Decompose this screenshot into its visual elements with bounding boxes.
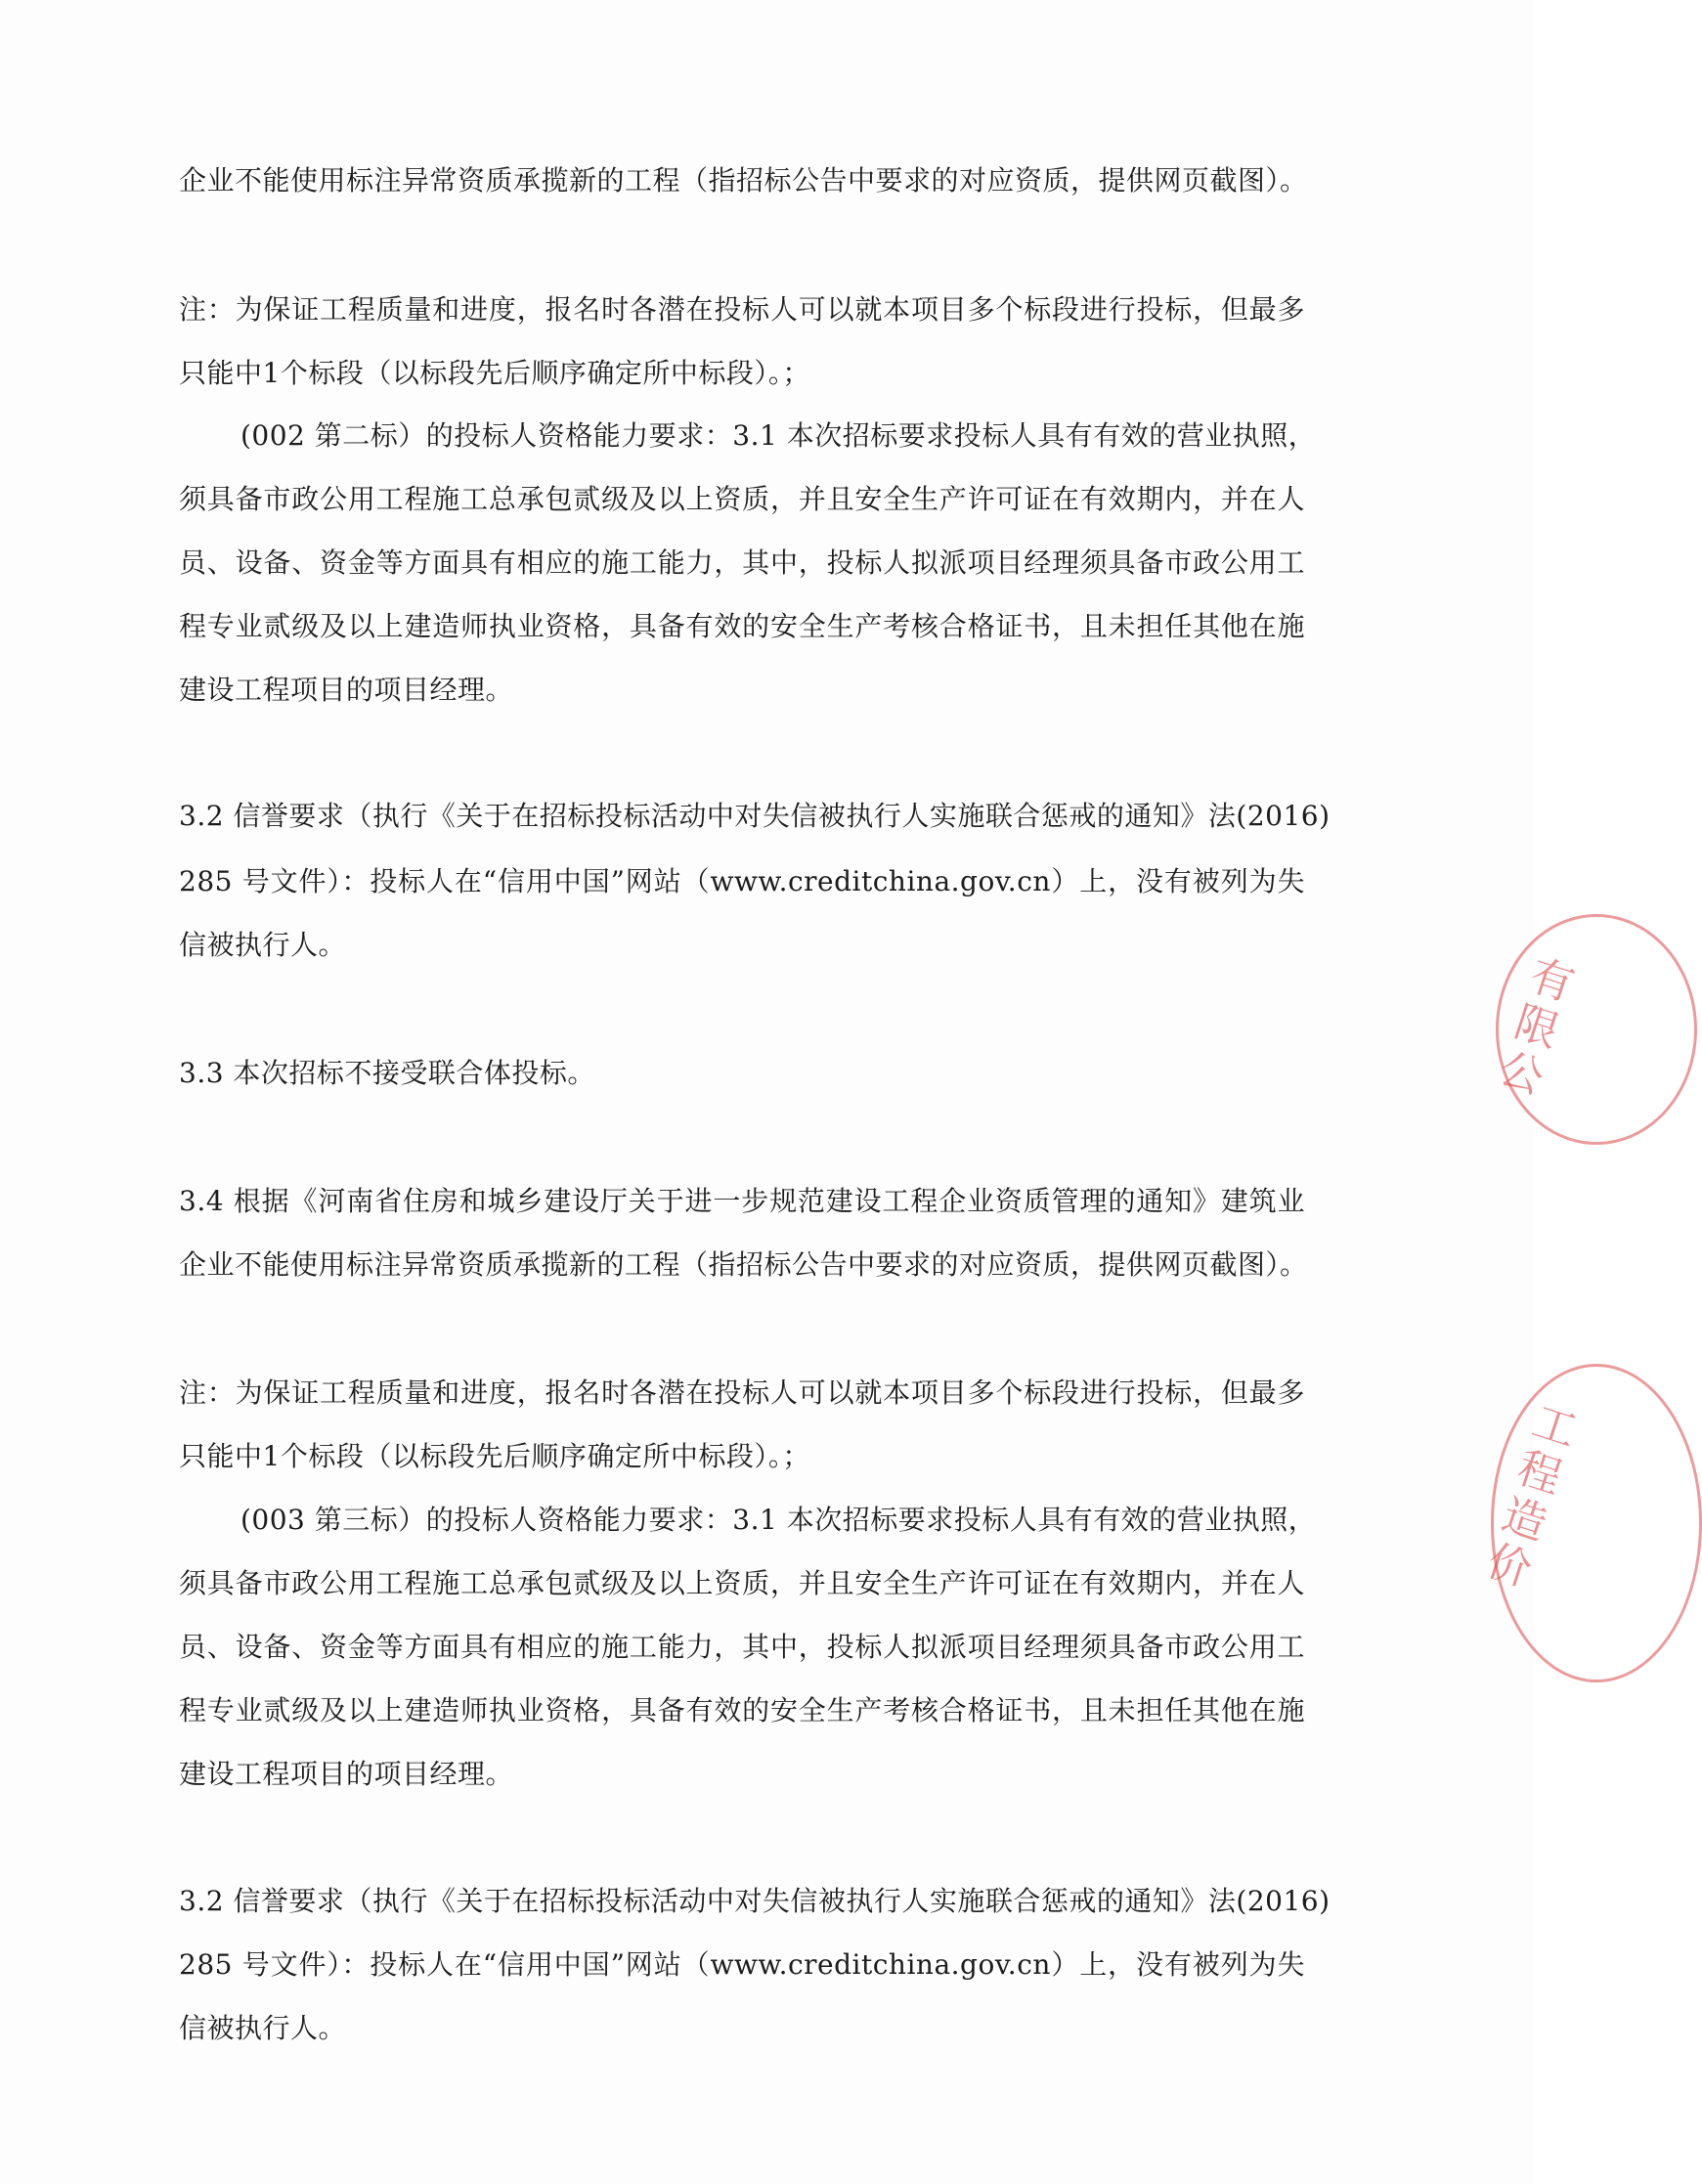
text-line: 只能中1个标段（以标段先后顺序确定所中标段）。； bbox=[179, 1440, 810, 1472]
text-line: 建设工程项目的项目经理。 bbox=[179, 674, 514, 706]
text-line: 只能中1个标段（以标段先后顺序确定所中标段）。； bbox=[179, 357, 810, 389]
text-line: 企业不能使用标注异常资质承揽新的工程（指招标公告中要求的对应资质，提供网页截图）。 bbox=[179, 164, 1308, 197]
text-line: 信被执行人。 bbox=[179, 929, 347, 961]
text-line: (002 第二标）的投标人资格能力要求：3.1 本次招标要求投标人具有有效的营业执照， bbox=[240, 419, 1317, 452]
text-line: 信被执行人。 bbox=[179, 2012, 347, 2044]
text-line: 员、设备、资金等方面具有相应的施工能力，其中，投标人拟派项目经理须具备市政公用工 bbox=[179, 546, 1305, 579]
text-line: 程专业贰级及以上建造师执业资格，具备有效的安全生产考核合格证书，且未担任其他在施 bbox=[179, 1694, 1305, 1726]
text-line: 3.4 根据《河南省住房和城乡建设厅关于进一步规范建设工程企业资质管理的通知》建筑业 bbox=[179, 1185, 1305, 1217]
text-line: 285 号文件）：投标人在“信用中国”网站（www.creditchina.gov.cn）上，没有被列为失 bbox=[179, 1948, 1305, 1981]
text-line: 须具备市政公用工程施工总承包贰级及以上资质，并且安全生产许可证在有效期内，并在人 bbox=[179, 483, 1305, 515]
text-line: 须具备市政公用工程施工总承包贰级及以上资质，并且安全生产许可证在有效期内，并在人 bbox=[179, 1567, 1305, 1599]
text-line: 员、设备、资金等方面具有相应的施工能力，其中，投标人拟派项目经理须具备市政公用工 bbox=[179, 1631, 1305, 1663]
text-line: 建设工程项目的项目经理。 bbox=[179, 1758, 514, 1790]
text-line: 企业不能使用标注异常资质承揽新的工程（指招标公告中要求的对应资质，提供网页截图）。 bbox=[179, 1248, 1308, 1281]
seal-upper-text: 有限公 bbox=[1486, 948, 1579, 1105]
text-line: 注：为保证工程质量和进度，报名时各潜在投标人可以就本项目多个标段进行投标，但最多 bbox=[179, 293, 1305, 326]
seal-lower-text: 工程造价 bbox=[1473, 1395, 1582, 1597]
text-line: 3.3 本次招标不接受联合体投标。 bbox=[179, 1057, 595, 1089]
text-line: 3.2 信誉要求（执行《关于在招标投标活动中对失信被执行人实施联合惩戒的通知》法(2016) bbox=[179, 800, 1331, 832]
text-line: 程专业贰级及以上建造师执业资格，具备有效的安全生产考核合格证书，且未担任其他在施 bbox=[179, 610, 1305, 642]
text-line: (003 第三标）的投标人资格能力要求：3.1 本次招标要求投标人具有有效的营业执照， bbox=[240, 1504, 1317, 1536]
text-line: 285 号文件）：投标人在“信用中国”网站（www.creditchina.gov.cn）上，没有被列为失 bbox=[179, 865, 1305, 897]
text-line: 3.2 信誉要求（执行《关于在招标投标活动中对失信被执行人实施联合惩戒的通知》法(2016) bbox=[179, 1885, 1331, 1917]
text-line: 注：为保证工程质量和进度，报名时各潜在投标人可以就本项目多个标段进行投标，但最多 bbox=[179, 1376, 1305, 1409]
